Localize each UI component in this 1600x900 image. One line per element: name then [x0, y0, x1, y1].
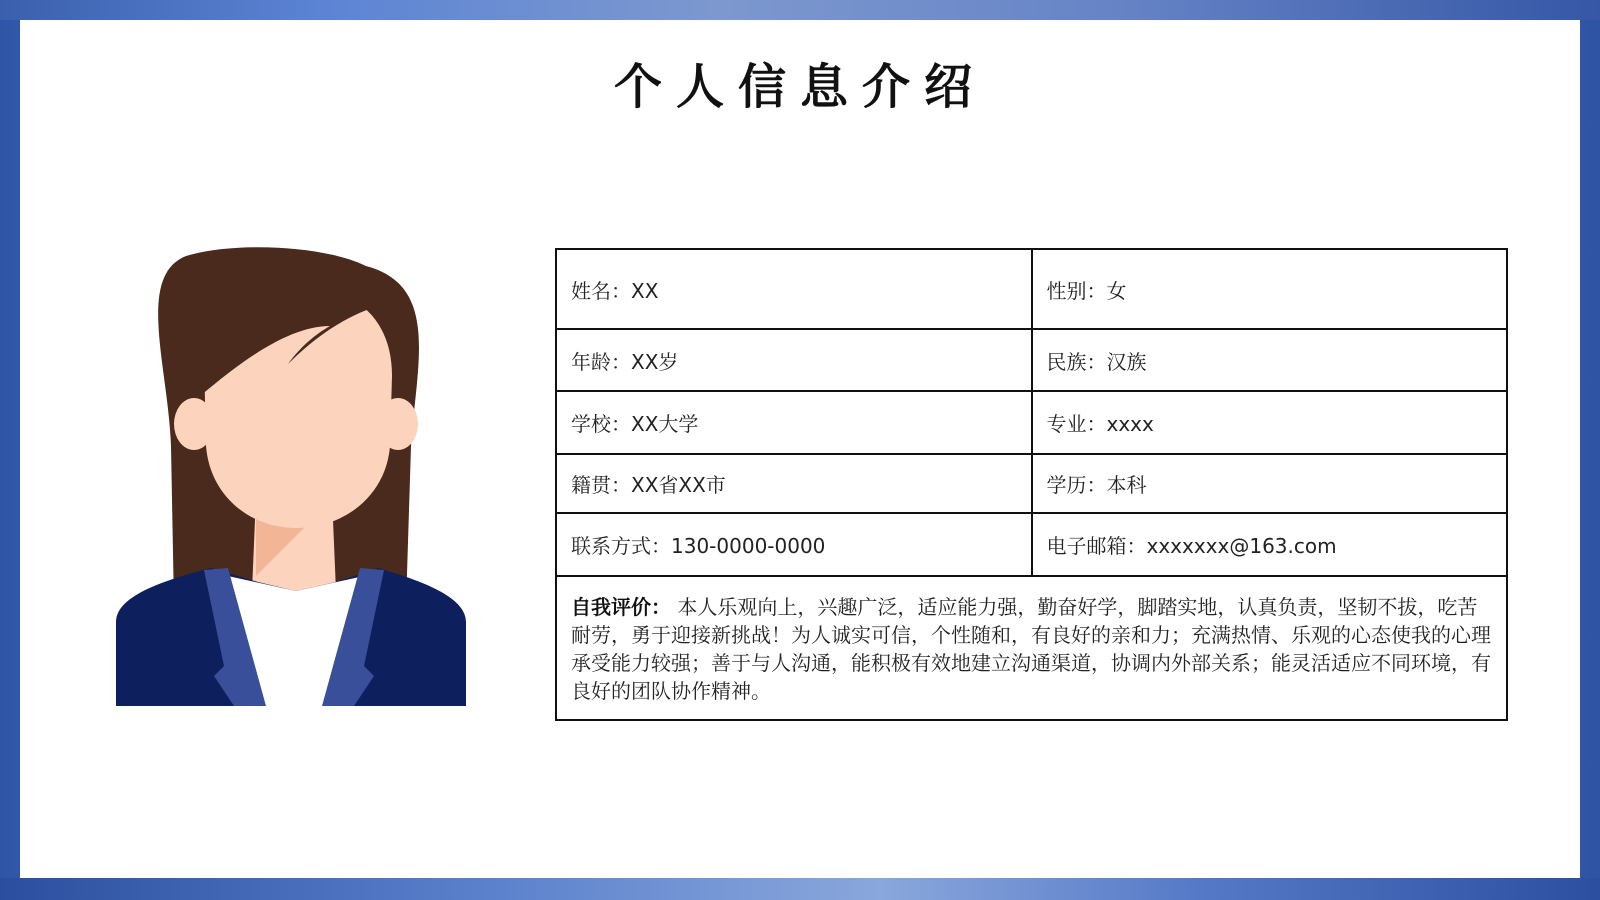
- age-value: XX岁: [631, 349, 679, 374]
- hometown-cell: [556, 454, 1032, 513]
- school-value: XX大学: [631, 412, 699, 436]
- female-avatar-icon: [116, 246, 472, 706]
- contact-cell: [556, 513, 1032, 576]
- frame-bottom: [0, 878, 1600, 900]
- ethnicity-value: 汉族: [1106, 349, 1147, 374]
- gender-cell: [1032, 249, 1508, 329]
- table-row: [556, 391, 1507, 454]
- self-evaluation-label: 自我评价：: [571, 595, 671, 619]
- gender-value: 女: [1106, 278, 1127, 303]
- email-value: xxxxxxx@163.com: [1146, 534, 1337, 558]
- name-label: 姓名：: [571, 278, 631, 303]
- self-evaluation-cell: [556, 576, 1507, 720]
- slide-title: 个人信息介绍: [613, 59, 986, 115]
- major-label: 专业：: [1046, 412, 1107, 436]
- slide-canvas: [20, 20, 1580, 878]
- table-row: [556, 576, 1507, 720]
- education-label: 学历：: [1046, 473, 1107, 497]
- table-row: [556, 249, 1507, 329]
- email-cell: [1032, 513, 1508, 576]
- contact-label: 联系方式：: [571, 534, 671, 558]
- name-cell: [556, 249, 1032, 329]
- personal-info-table: [555, 248, 1508, 721]
- school-cell: [556, 391, 1032, 454]
- gender-label: 性别：: [1046, 278, 1107, 303]
- ethnicity-cell: [1032, 329, 1508, 391]
- hometown-value: XX省XX市: [631, 473, 726, 497]
- age-label: 年龄：: [571, 349, 631, 374]
- hometown-label: 籍贯：: [571, 473, 631, 497]
- age-cell: [556, 329, 1032, 391]
- school-label: 学校：: [571, 412, 631, 436]
- email-label: 电子邮箱：: [1046, 534, 1147, 558]
- contact-value: 130-0000-0000: [671, 534, 826, 558]
- ethnicity-label: 民族：: [1046, 349, 1107, 374]
- table-row: [556, 329, 1507, 391]
- table-row: [556, 513, 1507, 576]
- education-cell: [1032, 454, 1508, 513]
- major-cell: [1032, 391, 1508, 454]
- education-value: 本科: [1106, 473, 1147, 497]
- self-evaluation-text: 本人乐观向上，兴趣广泛，适应能力强，勤奋好学，脚踏实地，认真负责，坚韧不拔，吃苦耐劳，勇于迎接新挑战！为人诚实可信，个性随和，有良好的亲和力；充满热情、乐观的心态使我的心理承受能力较强；善于与人沟通，能积极有效地建立沟通渠道，协调内外部关系；能灵活适应不同环境，有良好的团队协作精神。: [571, 595, 1491, 703]
- name-value: XX: [631, 278, 659, 303]
- frame-top: [0, 0, 1600, 20]
- table-row: [556, 454, 1507, 513]
- major-value: xxxx: [1106, 412, 1154, 436]
